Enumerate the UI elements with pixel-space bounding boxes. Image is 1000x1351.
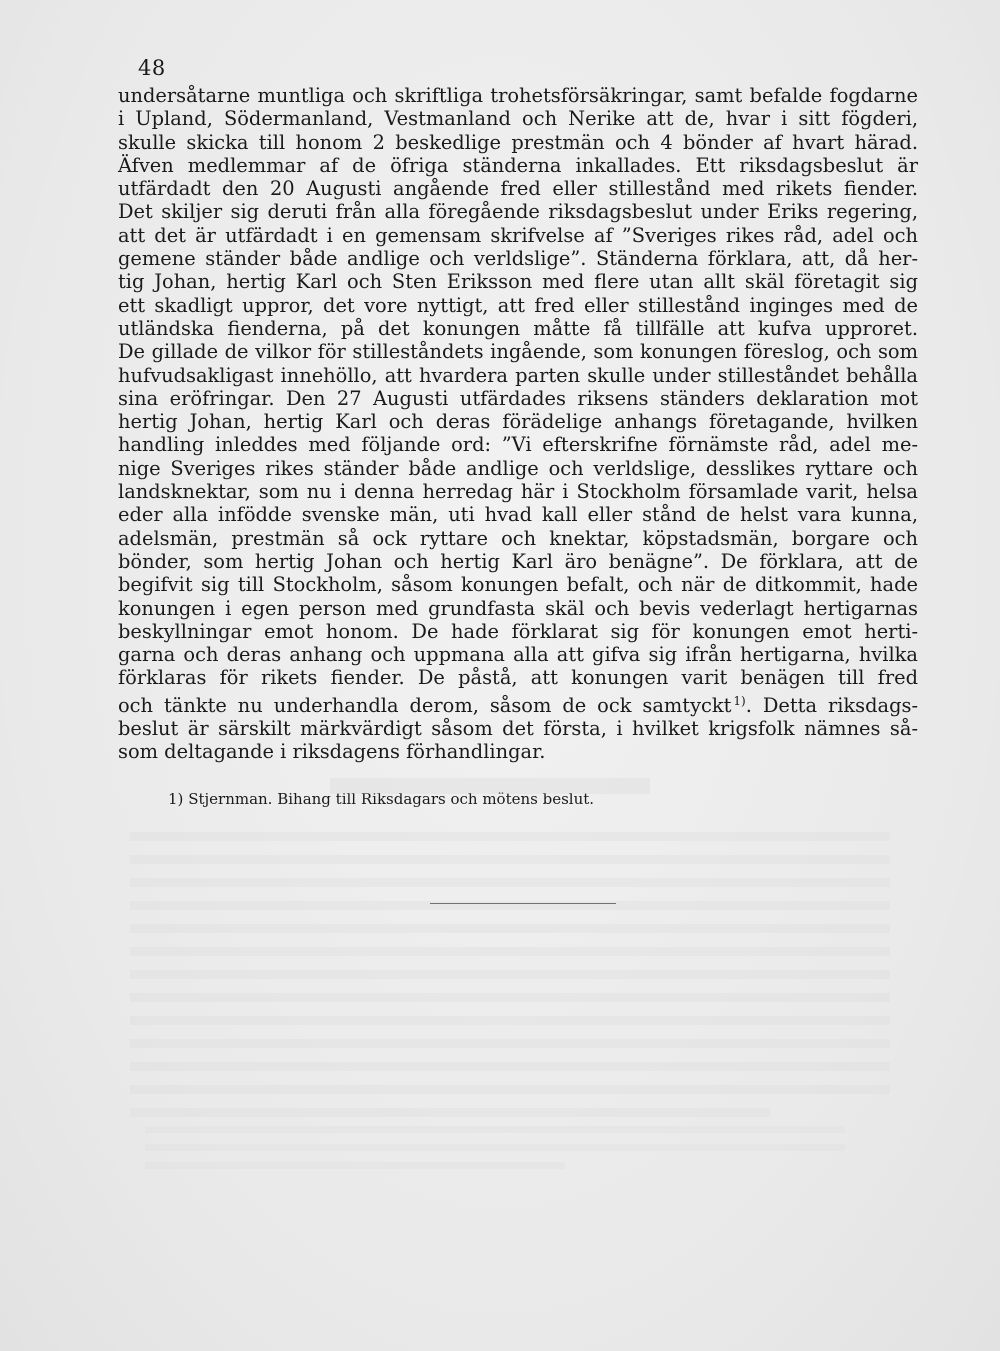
text-line: i Upland, Södermanland, Vestmanland och Nerike att de, hvar i sitt fögderi,: [118, 107, 918, 131]
text-line: adelsmän, prestmän så ock ryttare och knektar, köpstadsmän, borgare och: [118, 526, 918, 550]
page-number: 48: [138, 56, 166, 80]
text-line: landsknektar, som nu i denna herredag här i Stockholm församlade varit, helsa: [118, 480, 918, 504]
bleed-through-shape: [330, 770, 670, 800]
text-line: tig Johan, hertig Karl och Sten Eriksson med flere utan allt skäl företagit sig: [118, 270, 918, 294]
footnote-marker: 1): [168, 790, 184, 808]
footnote-reference: 1): [733, 693, 746, 708]
text-line: eder alla infödde svenske män, uti hvad kall eller stånd de helst vara kunna,: [118, 503, 918, 527]
text-line: hufvudsakligast innehöllo, att hvardera parten skulle under stilleståndet behålla: [118, 363, 918, 387]
text-line-tail: . Detta riksdags-: [745, 693, 919, 717]
text-line: De gillade de vilkor för stilleståndets ingående, som konungen föreslog, och som: [118, 340, 918, 364]
text-line: konungen i egen person med grundfasta skäl och bevis vederlagt hertigarnas: [118, 596, 918, 620]
bleed-through-footnotes: [0, 1120, 1000, 1180]
text-line: ett skadligt uppror, det vore nyttigt, att fred eller stillestånd inginges med de: [118, 293, 918, 317]
text-line: utländska fienderna, på det konungen måtte få tillfälle att kufva upproret.: [118, 316, 918, 340]
text-line: utfärdadt den 20 Augusti angående fred eller stillestånd med rikets fiender.: [118, 177, 918, 201]
bleed-through-lines: [0, 822, 1000, 1122]
text-line: Äfven medlemmar af de öfriga ständerna inkallades. Ett riksdagsbeslut är: [118, 153, 918, 177]
text-line: som deltagande i riksdagens förhandlingar.: [118, 740, 546, 764]
text-line: garna och deras anhang och uppmana alla att gifva sig ifrån hertigarna, hvilka: [118, 643, 918, 667]
body-text: [118, 84, 918, 764]
text-line: Det skiljer sig deruti från alla föregående riksdagsbeslut under Eriks regering,: [118, 200, 918, 224]
text-line: undersåtarne muntliga och skriftliga trohetsförsäkringar, samt befalde fogdarne: [118, 84, 918, 107]
text-line: nige Sveriges rikes ständer både andlige och verldslige, desslikes ryttare och: [118, 456, 918, 480]
text-line: skulle skicka till honom 2 beskedlige prestmän och 4 bönder af hvart härad.: [118, 130, 918, 154]
text-line: begifvit sig till Stockholm, såsom konungen befalt, och när de ditkommit, hade: [118, 573, 918, 597]
text-line: gemene ständer både andlige och verldslige”. Ständerna förklara, att, då her-: [118, 247, 918, 271]
footnote-text: Stjernman. Bihang till Riksdagars och mötens beslut.: [188, 790, 595, 808]
text-line: hertig Johan, hertig Karl och deras förädelige anhangs företagande, hvilken: [118, 410, 918, 434]
text-line: beskyllningar emot honom. De hade förklarat sig för konungen emot herti-: [118, 619, 918, 643]
text-line: beslut är särskilt märkvärdigt såsom det första, i hvilket krigsfolk nämnes så-: [118, 717, 918, 741]
text-line: sina eröfringar. Den 27 Augusti utfärdades riksens ständers deklaration mot: [118, 386, 918, 410]
text-line: förklaras för rikets fiender. De påstå, att konungen varit benägen till fred: [118, 666, 918, 690]
show-through-ghost: [330, 770, 670, 807]
text-line: att det är utfärdadt i en gemensam skrifvelse af ”Sveriges rikes råd, adel och: [118, 223, 918, 247]
text-line-with-footnote-ref: [118, 690, 918, 717]
text-line: bönder, som hertig Johan och hertig Karl äro benägne”. De förklara, att de: [118, 549, 918, 573]
text-line-head: och tänkte nu underhandla derom, såsom de ock samtyckt: [118, 693, 732, 717]
text-line: handling inleddes med följande ord: ”Vi efterskrifne förnämste råd, adel me-: [118, 433, 918, 457]
section-divider: [430, 903, 616, 904]
